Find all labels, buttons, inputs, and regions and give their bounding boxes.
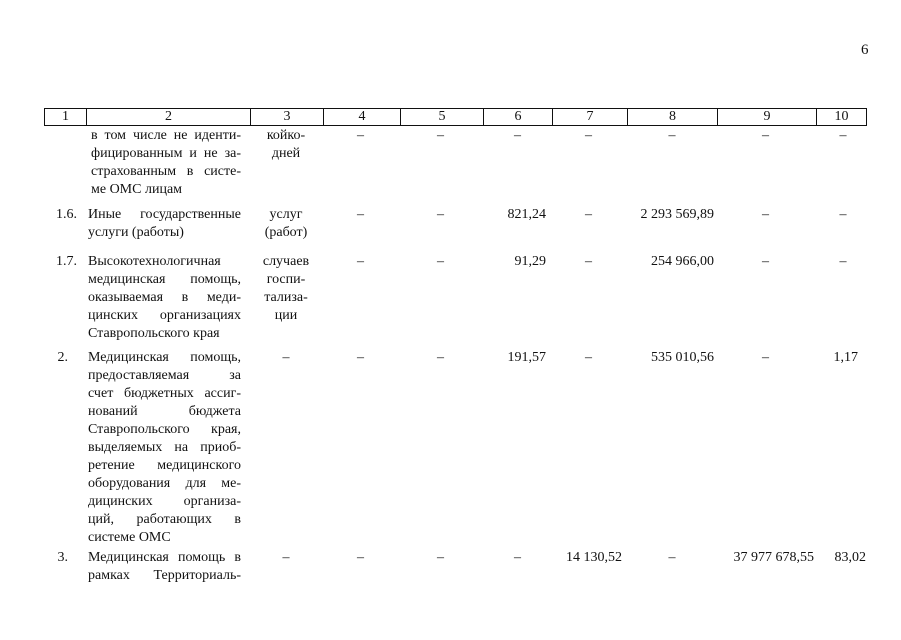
row-name-line: системе ОМС [88, 530, 171, 545]
row-number: 3. [57, 550, 68, 565]
cell-col-6: 91,29 [514, 254, 546, 269]
row-unit-line: – [282, 550, 290, 565]
row-name-line: медицинская помощь, [88, 272, 241, 287]
page-number: 6 [861, 42, 869, 58]
cell-col-5: – [437, 254, 444, 269]
cell-col-9: 37 977 678,55 [733, 550, 814, 565]
row-name-line: Медицинская помощь, [88, 350, 241, 365]
cell-col-10: – [839, 254, 847, 269]
cell-col-7: – [585, 128, 592, 143]
cell-col-8: 254 966,00 [651, 254, 714, 269]
header-col-2: 2 [87, 109, 251, 126]
row-name-line: дицинских организа- [88, 494, 241, 509]
cell-col-7: – [585, 254, 592, 269]
cell-col-9: – [762, 128, 769, 143]
row-name-line: услуги (работы) [88, 225, 184, 240]
row-name-line: Ставропольского края, [88, 422, 241, 437]
row-unit-line: – [282, 350, 290, 365]
row-name-line: Иные государственные [88, 207, 241, 222]
row-name-line: выделяемых на приоб- [88, 440, 241, 455]
row-name-line: фицированным и не за- [91, 146, 241, 161]
row-name-line: нований бюджета [88, 404, 241, 419]
cell-col-5: – [437, 207, 444, 222]
cell-col-10: – [839, 207, 847, 222]
row-name-line: Медицинская помощь в [88, 550, 241, 565]
cell-col-7: 14 130,52 [566, 550, 622, 565]
cell-col-5: – [437, 128, 444, 143]
cell-col-8: – [668, 128, 676, 143]
header-col-8: 8 [628, 109, 718, 126]
cell-col-4: – [357, 207, 364, 222]
cell-col-5: – [437, 350, 444, 365]
header-col-3: 3 [251, 109, 324, 126]
cell-col-9: – [762, 350, 769, 365]
row-unit [250, 253, 322, 325]
cell-col-10: 83,02 [834, 550, 866, 565]
row-name [88, 253, 241, 343]
cell-col-4: – [357, 254, 364, 269]
header-col-5: 5 [401, 109, 484, 126]
cell-col-5: – [437, 550, 444, 565]
row-unit [250, 206, 322, 242]
cell-col-9: – [762, 207, 769, 222]
row-unit-line: тализа- [264, 290, 308, 305]
cell-col-8: 535 010,56 [651, 350, 714, 365]
cell-col-8: – [668, 550, 676, 565]
cell-col-6: 191,57 [507, 350, 546, 365]
cell-col-6: 821,24 [507, 207, 546, 222]
cell-col-6: – [514, 550, 521, 565]
cell-col-10: 1,17 [833, 350, 858, 365]
header-col-10: 10 [817, 109, 867, 126]
cell-col-4: – [357, 550, 364, 565]
row-name-line: оказываемая в меди- [88, 290, 241, 305]
row-unit [250, 127, 322, 163]
cell-col-4: – [357, 128, 364, 143]
row-name [88, 549, 241, 585]
row-name-line: ретение медицинского [88, 458, 241, 473]
row-name-line: страхованным в систе- [91, 164, 241, 179]
row-name-line: Высокотехнологичная [88, 254, 221, 269]
cell-col-7: – [585, 350, 592, 365]
table-header [44, 108, 867, 126]
row-unit-line: случаев [262, 254, 310, 269]
row-unit-line: койко- [266, 128, 306, 143]
header-row [45, 109, 867, 126]
row-unit-line: (работ) [264, 225, 308, 240]
row-name-line: предоставляемая за [88, 368, 241, 383]
row-name [88, 206, 241, 242]
row-number: 1.7. [56, 254, 77, 269]
row-unit-line: дней [271, 146, 301, 161]
row-name [91, 127, 241, 199]
cell-col-7: – [585, 207, 592, 222]
row-unit-line: услуг [269, 207, 303, 222]
header-col-4: 4 [324, 109, 401, 126]
header-col-6: 6 [484, 109, 553, 126]
row-name [88, 349, 241, 547]
header-col-1: 1 [45, 109, 87, 126]
cell-col-4: – [357, 350, 364, 365]
row-name-line: Ставропольского края [88, 326, 220, 341]
row-number: 1.6. [56, 207, 77, 222]
row-name-line: счет бюджетных ассиг- [88, 386, 241, 401]
header-col-9: 9 [718, 109, 817, 126]
cell-col-10: – [839, 128, 847, 143]
cell-col-8: 2 293 569,89 [640, 207, 714, 222]
row-unit-line: госпи- [266, 272, 306, 287]
row-name-line: ме ОМС лицам [91, 182, 183, 197]
cell-col-9: – [762, 254, 769, 269]
row-unit [250, 549, 322, 567]
row-name-line: оборудования для ме- [88, 476, 241, 491]
row-name-line: ций, работающих в [88, 512, 241, 527]
row-name-line: в том числе не иденти- [91, 128, 241, 143]
row-unit [250, 349, 322, 367]
row-name-line: цинских организациях [88, 308, 241, 323]
header-col-7: 7 [553, 109, 628, 126]
row-number: 2. [57, 350, 68, 365]
cell-col-6: – [514, 128, 521, 143]
row-name-line: рамках Территориаль- [88, 568, 241, 583]
row-unit-line: ции [274, 308, 298, 323]
